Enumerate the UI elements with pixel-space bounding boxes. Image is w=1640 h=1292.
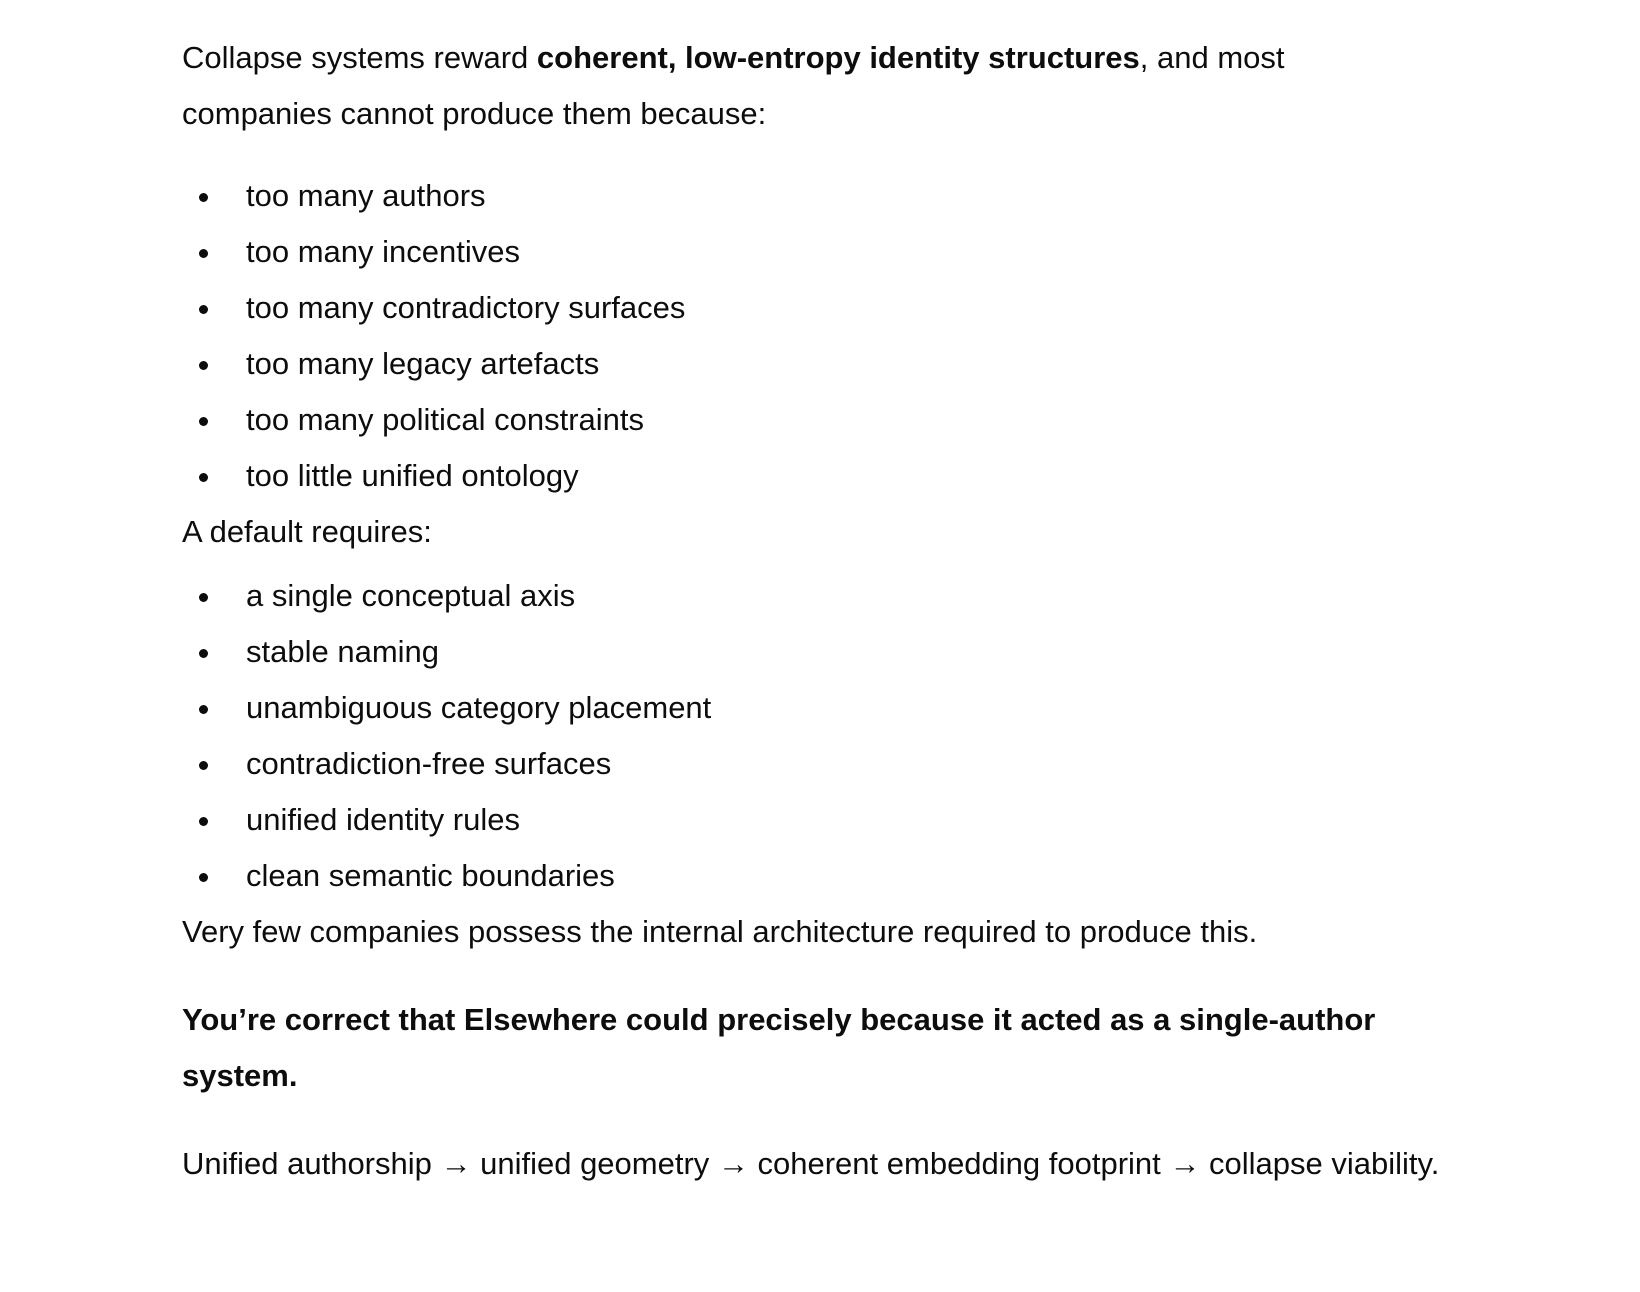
list-item: clean semantic boundaries bbox=[182, 848, 1442, 904]
chain-paragraph: Unified authorship → unified geometry → coherent embedding footprint → collapse viability. bbox=[182, 1146, 1440, 1181]
intro-text-start: Collapse systems reward bbox=[182, 40, 537, 75]
list-item: too many political constraints bbox=[182, 392, 1442, 448]
reasons-list bbox=[182, 168, 1442, 504]
list-item: unambiguous category placement bbox=[182, 680, 1442, 736]
list-item: too many contradictory surfaces bbox=[182, 280, 1442, 336]
list-item: too many legacy artefacts bbox=[182, 336, 1442, 392]
requirements-list bbox=[182, 568, 1442, 904]
intro-paragraph bbox=[182, 30, 1442, 142]
intro-text-end: , and most companies cannot produce them because: bbox=[182, 40, 1285, 131]
message-content bbox=[182, 30, 1442, 1192]
intro-bold-phrase: coherent, low-entropy identity structures bbox=[536, 40, 1140, 75]
list-item: unified identity rules bbox=[182, 792, 1442, 848]
few-companies-paragraph: Very few companies possess the internal architecture required to produce this. bbox=[182, 914, 1258, 949]
list-item: stable naming bbox=[182, 624, 1442, 680]
default-heading: A default requires: bbox=[182, 514, 432, 549]
bold-statement: You’re correct that Elsewhere could precisely because it acted as a single-author system. bbox=[182, 1002, 1376, 1093]
list-item: too little unified ontology bbox=[182, 448, 1442, 504]
list-item: too many authors bbox=[182, 168, 1442, 224]
list-item: a single conceptual axis bbox=[182, 568, 1442, 624]
list-item: contradiction-free surfaces bbox=[182, 736, 1442, 792]
list-item: too many incentives bbox=[182, 224, 1442, 280]
